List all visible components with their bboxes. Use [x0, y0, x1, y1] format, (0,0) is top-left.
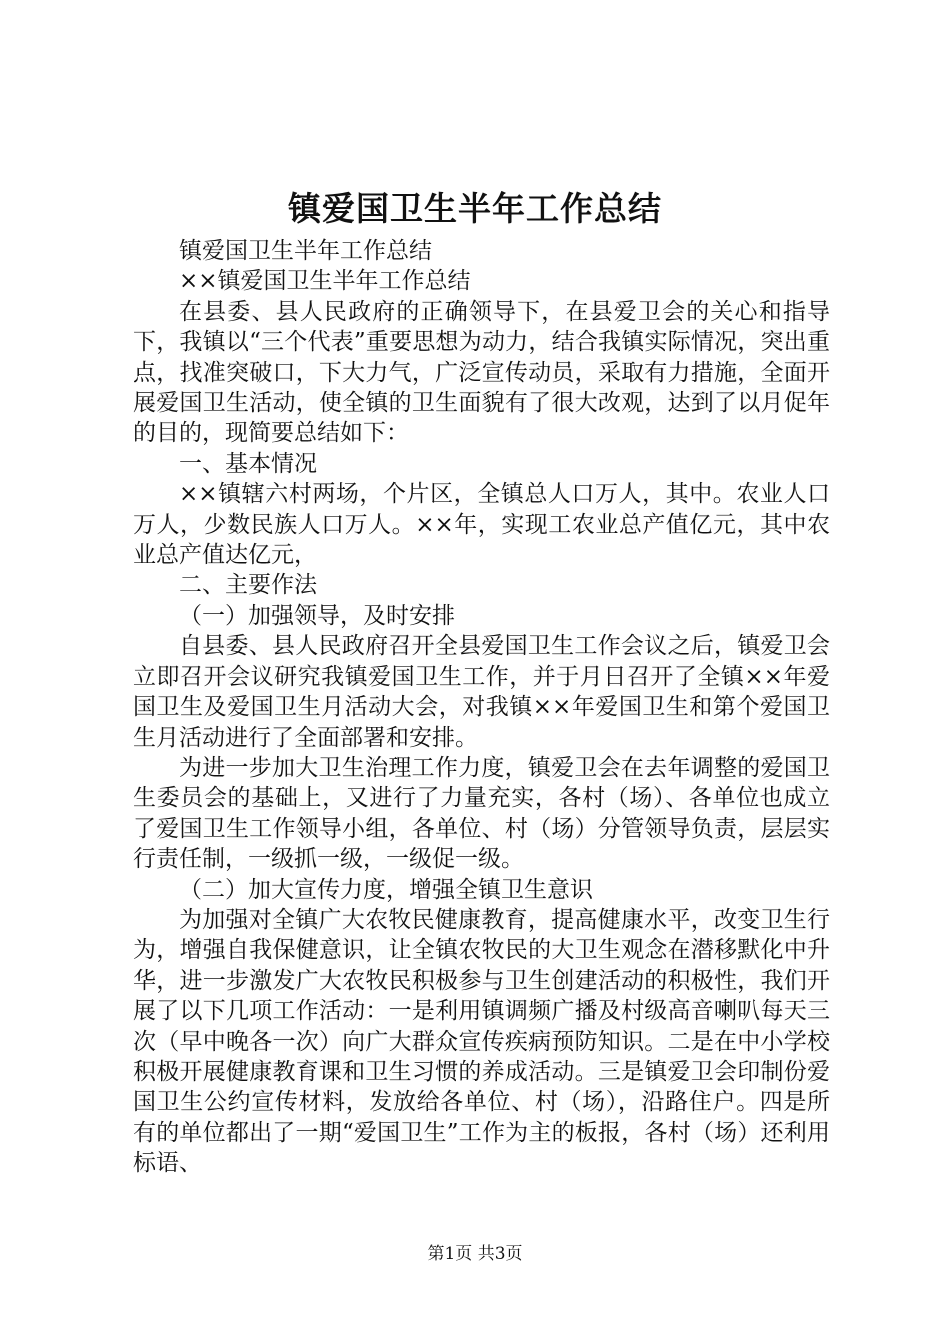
section-heading-basic: 一、基本情况: [179, 450, 317, 477]
document-title: 镇爱国卫生半年工作总结: [288, 189, 662, 228]
subsection-heading-leadership: （一）加强领导，及时安排: [179, 602, 455, 629]
section-heading-methods: 二、主要作法: [179, 572, 317, 599]
page-footer: 第1页 共3页: [427, 1244, 523, 1264]
paragraph-leadership-2: 为进一步加大卫生治理工作力度，镇爱卫会在去年调整的爱国卫生委员会的基础上，又进行了力量充实，各村（场）、各单位也成立了爱国卫生工作领导小组，各单位、村（场）分管领导负责，层层实行责任制，一级抓一级，一级促一级。: [133, 754, 830, 873]
paragraph-intro: 在县委、县人民政府的正确领导下，在县爱卫会的关心和指导下，我镇以“三个代表”重要思想为动力，结合我镇实际情况，突出重点，找准突破口，下大力气，广泛宣传动员，采取有力措施，全面开展爱国卫生活动，使全镇的卫生面貌有了很大改观，达到了以月促年的目的，现简要总结如下：: [133, 298, 830, 447]
paragraph-publicity: 为加强对全镇广大农牧民健康教育，提高健康水平，改变卫生行为，增强自我保健意识，让全镇农牧民的大卫生观念在潜移默化中升华，进一步激发广大农牧民积极参与卫生创建活动的积极性，我们开展了以下几项工作活动：一是利用镇调频广播及村级高音喇叭每天三次（早中晚各一次）向广大群众宣传疾病预防知识。二是在中小学校积极开展健康教育课和卫生习惯的养成活动。三是镇爱卫会印制份爱国卫生公约宣传材料，发放给各单位、村（场），沿路住户。四是所有的单位都出了一期“爱国卫生”工作为主的板报，各村（场）还利用标语、: [133, 906, 830, 1177]
paragraph-subtitle: ××镇爱国卫生半年工作总结: [179, 268, 471, 295]
paragraph-leadership-1: 自县委、县人民政府召开全县爱国卫生工作会议之后，镇爱卫会立即召开会议研究我镇爱国卫生工作，并于月日召开了全镇××年爱国卫生及爱国卫生月活动大会，对我镇××年爱国卫生和第个爱国卫生月活动进行了全面部署和安排。: [133, 633, 830, 751]
paragraph-basic-situation: ××镇辖六村两场，个片区，全镇总人口万人，其中。农业人口万人，少数民族人口万人。××年，实现工农业总产值亿元，其中农业总产值达亿元，: [133, 481, 830, 569]
document-body: [133, 236, 830, 1179]
paragraph-heading-repeat: 镇爱国卫生半年工作总结: [179, 238, 432, 264]
subsection-heading-publicity: （二）加大宣传力度，增强全镇卫生意识: [179, 876, 593, 903]
